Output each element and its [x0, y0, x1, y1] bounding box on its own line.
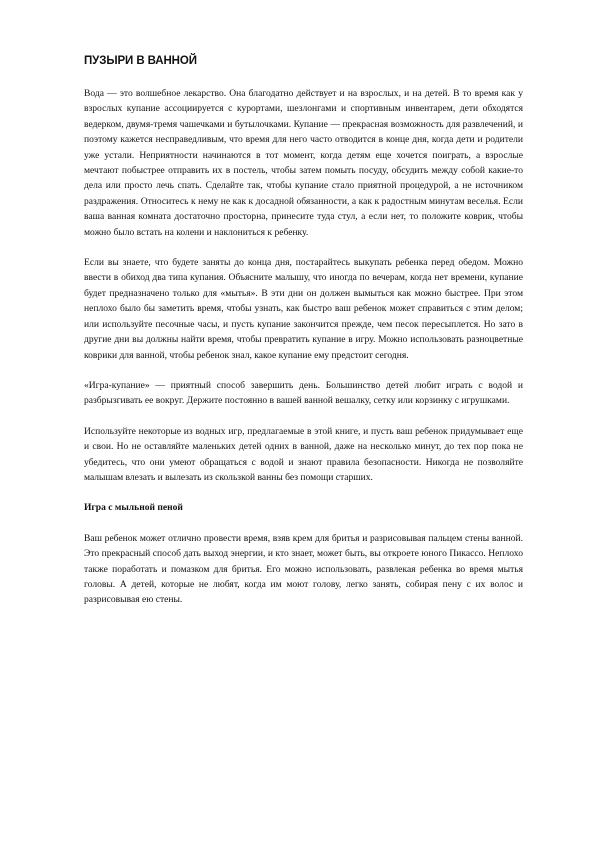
- paragraph-1: Вода — это волшебное лекарство. Она благодатно действует и на взрослых, и на детей. В то время как у взрослых купание ассоциируется с курортами, шезлонгами и спортивным инвентарем, дети обходятся ведерком, двумя-тремя чашечками и бутылочками. Купание — прекрасная возможность для развлечений, и поэтому кажется несправедливым, что время для него часто отводится в конце дня, когда дети и родители уже устали. Неприятности начинаются в тот момент, когда детям еще хочется поиграть, а взрослые мечтают побыстрее отправить их в постель, чтобы затем помыть посуду, обсудить между собой какие-то дела или просто лечь спать. Сделайте так, чтобы купание стало приятной процедурой, а не источником раздражения. Относитесь к нему не как к досадной обязанности, а как к радостным минутам веселья. Если ваша ванная комната достаточно просторна, принесите туда стул, а если нет, то положите коврик, чтобы можно было встать на колени и наклониться к ребенку.: [84, 88, 523, 238]
- paragraph-2: Если вы знаете, что будете заняты до конца дня, постарайтесь выкупать ребенка перед обедом. Можно ввести в обиход два типа купания. Объясните малышу, что иногда по вечерам, когда нет времени, купание будет предназначено только для «мытья». В эти дни он должен вымыться как можно быстрее. При этом неплохо было бы заметить время, чтобы узнать, как быстро ваш ребенок может справиться с этим делом; или используйте песочные часы, и пусть купание закончится прежде, чем песок пересыплется. Но зато в другие дни вы должны найти время, чтобы превратить купание в игру. Можно использовать разноцветные коврики для ванной, чтобы ребенок знал, какое купание ему предстоит сегодня.: [84, 257, 523, 361]
- page-title: ПУЗЫРИ В ВАННОЙ: [84, 55, 197, 67]
- paragraph-5: Ваш ребенок может отлично провести время, взяв крем для бритья и разрисовывая пальцем стены ванной. Это прекрасный способ дать выход энергии, и кто знает, может быть, вы откроете юного Пикассо. Неплохо также поработать и помазком для бритья. Его можно использовать, развлекая ребенка во время мытья головы. А детей, которые не любят, когда им моют голову, легко занять, собирая пену с их волос и разрисовывая ею стены.: [84, 532, 523, 606]
- paragraph-4: Используйте некоторые из водных игр, предлагаемые в этой книге, и пусть ваш ребенок придумывает еще и свои. Но не оставляйте маленьких детей одних в ванной, даже на несколько минут, до тех пор пока не убедитесь, что они умеют обращаться с водой и знают правила безопасности. Никогда не позволяйте малышам влезать и вылезать из скользкой ванны без помощи старших.: [84, 425, 523, 483]
- section-subheading: Игра с мыльной пеной: [84, 502, 183, 514]
- paragraph-3: «Игра-купание» — приятный способ завершить день. Большинство детей любит играть с водой и разбрызгивать ее вокруг. Держите постоянно в вашей ванной вешалку, сетку или корзинку с игрушками.: [84, 379, 523, 407]
